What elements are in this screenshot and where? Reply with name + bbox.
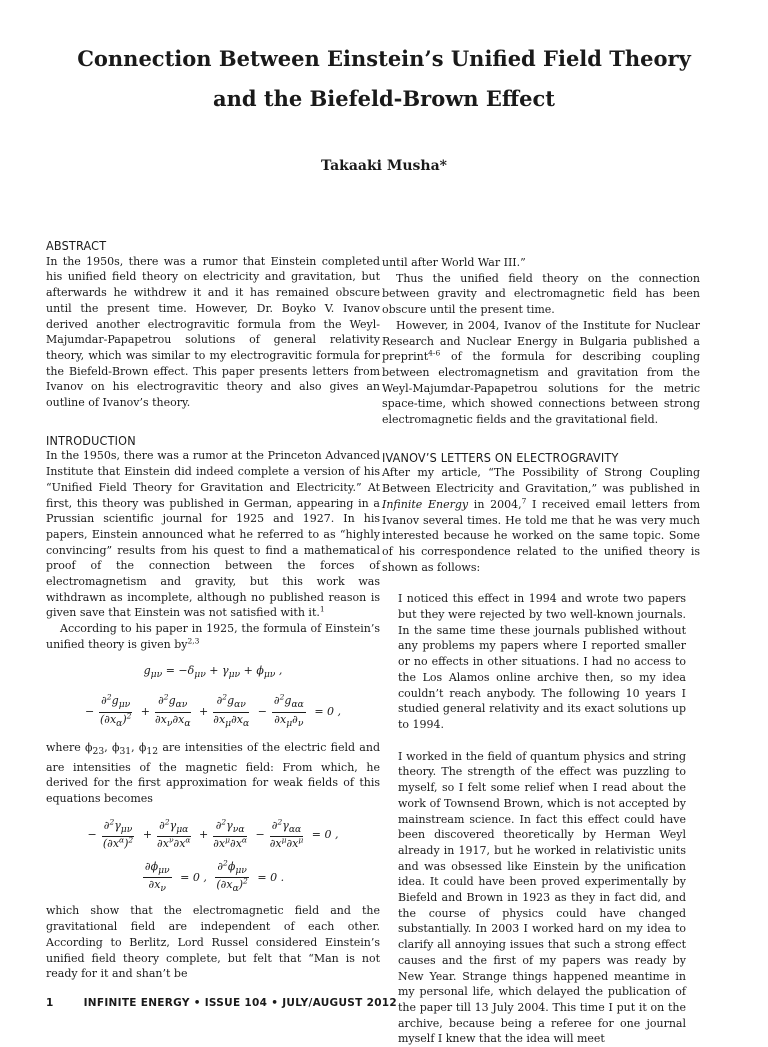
footer-bullet-2: • — [271, 997, 279, 1009]
right-paragraph-3: However, in 2004, Ivanov of the Institute for Nuclear Research and Nuclear Energy in Bulgaria published a preprint$^{4-6}$ of the formula for describing coupling between electromagnetism and gravitation from the Weyl-Majumdar-Papapetrou solutions for the metric space-time, which showed connections between strong electromagnetic fields and the gravitational field. — [382, 318, 700, 427]
page-footer — [46, 997, 397, 1009]
title-line-1: Connection Between Einstein’s Unified Field Theory — [77, 46, 691, 71]
right-paragraph-2: Thus the unified field theory on the connection between gravity and electromagnetic field has been obscure until the present time. — [382, 271, 700, 317]
title-line-2: and the Biefeld-Brown Effect — [213, 86, 555, 111]
page-number: 1 — [46, 997, 54, 1009]
intro-paragraph-4: which show that the electromagnetic field and the gravitational field are independent of each other. According to Berlitz, Lord Russel considered Einstein’s unified field theory complete, but felt that “Man is not ready for it and shan’t be — [46, 904, 380, 981]
equation-4: $\frac{\partial\phi_{\mu\nu}}{\partial x_\nu}$ = 0 , $\frac{\partial^2\phi_{\mu\nu}}{(\partial x_\alpha)^2}$ = 0 . — [144, 858, 285, 895]
introduction-heading: INTRODUCTION — [46, 432, 136, 448]
equation-2: − $\frac{\partial^2g_{\mu\nu}}{(\partial x_\alpha)^2}$ + $\frac{\partial^2g_{\alpha\nu}}{\partial x_\nu\partial x_\alpha}$ + $\frac{\partial^2g_{\alpha\nu}}{\partial x_\mu\partial x_\alpha}$ − $\frac{\partial^2g_{\alpha\alpha}}{\partial x_\mu\partial_\nu}$ = 0 , — [84, 692, 342, 729]
equation-3: − $\frac{\partial^2\gamma_{\mu\nu}}{(\partial x^\alpha)^2}$ + $\frac{\partial^2\gamma_{\mu\alpha}}{\partial x^\nu\partial x^\alpha}$ + $\frac{\partial^2\gamma_{\nu\alpha}}{\partial x^\mu\partial x^\alpha}$ − $\frac{\partial^2\gamma_{\alpha\alpha}}{\partial x^\mu\partial x^\mu}$ = 0 , — [87, 817, 339, 851]
ivanov-letters-heading: IVANOV’S LETTERS ON ELECTROGRAVITY — [382, 449, 619, 465]
quote-1: I noticed this effect in 1994 and wrote two papers but they were rejected by two well-known journals. In the same time these journals published without any problems my papers where I reported smaller or no effects in other situations. I had no access to the Los Alamos online archive then, so my idea couldn’t reach anybody. The following 10 years I studied general relativity and its exact solutions up to 1994. — [398, 592, 686, 731]
left-column — [46, 238, 380, 982]
footer-date: JULY/AUGUST 2012 — [282, 997, 398, 1009]
author: Takaaki Musha* — [320, 158, 447, 174]
footer-bullet-1: • — [193, 997, 201, 1009]
right-column — [382, 255, 700, 1047]
right-paragraph-1: until after World War III.” — [382, 256, 526, 269]
equation-1: $g_{\mu\nu} = -\delta_{\mu\nu} + \gamma_{\mu\nu} + \phi_{\mu\nu}$ , — [143, 663, 283, 680]
intro-paragraph-2: According to his paper in 1925, the formula of Einstein’s unified theory is given by$^{2,3}$ — [46, 622, 380, 651]
quote-2: I worked in the field of quantum physics and string theory. The strength of the effect was puzzling to myself, so I felt some relief when I read about the work of Townsend Brown, which is not accepted by mainstream science. In fact this effect could have been discovered theoretically by Herman Weyl already in 1917, but he worked in relativistic units and was obsessed like Einstein by the unification idea. It could have been proved experimentally by Biefeld and Brown in 1923 as they in fact did, and the course of physics could have changed substantially. In 2003 I worked hard on my idea to clarify all annoying issues that such a strong effect causes and the first of my papers was ready by New Year. Strange things happened meantime in my personal life, which delayed the publication of the paper till 13 July 2004. This time I put it on the archive, because being a referee for one journal myself I knew that the idea will meet — [398, 749, 686, 1046]
abstract-text: In the 1950s, there was a rumor that Einstein completed his unified field theory on electricity and gravitation, but afterwards he withdrew it and it has remained obscure until the present time. However, Dr. Boyko V. Ivanov derived another electrogravitic formula from the Weyl-Majumdar-Papapetrou solutions of general relativity theory, which was similar to my electrogravitic formula for the Biefeld-Brown effect. This paper presents letters from Ivanov on his electrogravitic theory and also gives an outline of Ivanov’s theory. — [46, 254, 380, 410]
abstract-heading: ABSTRACT — [46, 238, 107, 253]
footer-issue: ISSUE 104 — [204, 997, 268, 1009]
right-paragraph-4: After my article, “The Possibility of Strong Coupling Between Electricity and Gravitation,” was published in Infinite Energy in 2004,$^7$ I received email letters from Ivanov several times. He told me that he was very much interested because he worked on the same topic. Some of his correspondence related to the unified theory is shown as follows: — [382, 466, 701, 574]
footer-journal: INFINITE ENERGY — [83, 997, 190, 1009]
intro-paragraph-3: where $\phi_{23}$, $\phi_{31}$, $\phi_{12}$ are intensities of the electric field and are intensities of the magnetic field: From which, he derived for the first approximation for weak fields of this equations becomes — [46, 740, 380, 806]
intro-paragraph-1: In the 1950s, there was a rumor at the Princeton Advanced Institute that Einstein did indeed complete a version of his “Unified Field Theory for Gravitation and Electricity.” At first, this theory was published in German, appearing in a Prussian scientific journal for 1925 and 1927. In his papers, Einstein announced what he referred to as “highly convincing” results from his quest to find a mathematical proof of the connection between the forces of electromagnetism and gravity, but this work was withdrawn as incomplete, although no published reason is given save that Einstein was not satisfied with it.$^1$ — [46, 449, 380, 620]
